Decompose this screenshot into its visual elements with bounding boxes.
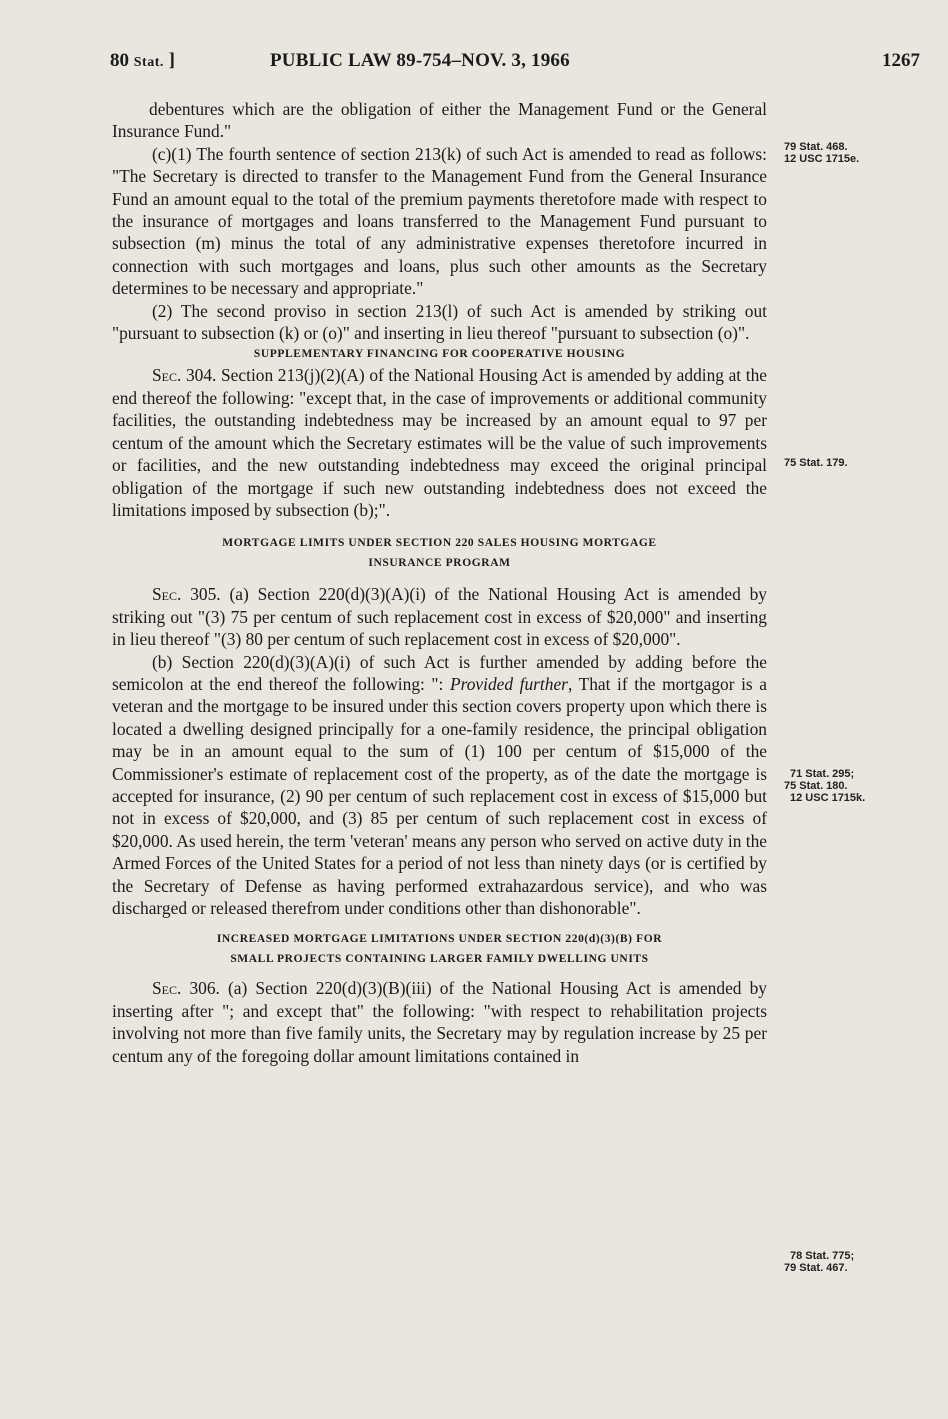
margin-note-2 [784, 457, 848, 469]
margin-note-4 [784, 1250, 854, 1274]
margin-note-3-line2: 75 Stat. 180. [784, 780, 848, 792]
page-header [110, 50, 920, 80]
section-heading-305 [112, 533, 767, 573]
sec-305b-text-a: (b) Section 220(d)(3)(A)(i) of such Act is further amended by adding before the semicolon at the end thereof the following: ": [112, 651, 767, 694]
paragraph-sec-306a [112, 977, 767, 1067]
page-number: 1267 [882, 50, 920, 71]
margin-note-4-line2: 79 Stat. 467. [784, 1262, 848, 1274]
paragraph-c2: (2) The second proviso in section 213(l) of such Act is amended by striking out "pursuant to subsection (k) or (o)" and inserting in lieu thereof "pursuant to subsection (o)". [112, 300, 767, 344]
heading-305-line1: MORTGAGE LIMITS UNDER SECTION 220 SALES HOUSING MORTGAGE [222, 537, 657, 550]
sec-305a-text: (a) Section 220(d)(3)(A)(i) of the National Housing Act is amended by striking out "(3) 75 per centum of such replacement cost in excess of $20,000" and inserting in lieu thereof "(3) 80 per centum of such replacement cost in excess of $20,000". [112, 584, 768, 650]
paragraph-continuation: debentures which are the obligation of either the Management Fund or the General Insurance Fund." [112, 99, 767, 142]
paragraph-sec-305a [112, 583, 767, 650]
sec-305b-italic: Provided further [449, 673, 568, 694]
statute-citation [110, 50, 175, 72]
margin-note-1-line2: 12 USC 1715e. [784, 153, 860, 165]
bracket: ] [168, 50, 175, 71]
section-label-305: Sec. 305. [152, 584, 221, 605]
margin-note-4-line1: 78 Stat. 775; [790, 1250, 855, 1262]
paragraph-sec-304 [112, 364, 767, 521]
margin-note-3-line1: 71 Stat. 295; [790, 768, 855, 780]
heading-306-line1: INCREASED MORTGAGE LIMITATIONS UNDER SECTION 220(d)(3)(B) FOR [216, 933, 663, 946]
paragraph-c1: (c)(1) The fourth sentence of section 213(k) of such Act is amended to read as follows: "The Secretary is directed to transfer to the Management Fund from the General Insurance Fund an amount equal to the total of the premium payments theretofore made with respect to the insurance of mortgages and loans transferred to the Management Fund pursuant to subsection (m) minus the total of any administrative expenses theretofore incurred in connection with such mortgages and loans, plus such other amounts as the Secretary determines to be necessary and appropriate." [112, 143, 767, 299]
running-title: PUBLIC LAW 89-754–NOV. 3, 1966 [270, 50, 570, 71]
stat-volume: 80 [110, 50, 129, 71]
sec-304-text: Section 213(j)(2)(A) of the National Housing Act is amended by adding at the end thereof the following: "except that, in the case of improvements or additional community facilities, the outstanding indebtedness may be increased by an amount equal to 97 per centum of the amount which the Secretary estimates will be the value of such improvements or facilities, and the new outstanding indebtedness may exceed the original principal obligation of the mortgage if such new outstanding indebtedness does not exceed the limitations imposed by subsection (b);". [112, 365, 767, 520]
section-heading-306 [112, 929, 767, 969]
heading-305-line2: INSURANCE PROGRAM [368, 557, 511, 570]
margin-note-1 [784, 141, 859, 165]
paragraph-sec-305b [112, 651, 767, 920]
margin-note-3 [784, 768, 865, 804]
section-label-304: Sec. 304. [152, 365, 217, 386]
stat-label: Stat. [133, 55, 164, 70]
margin-note-1-line1: 79 Stat. 468. [784, 141, 848, 153]
sec-306a-text: (a) Section 220(d)(3)(B)(iii) of the National Housing Act is amended by inserting after "; and except that" the following: "with respect to rehabilitation projects involving not more than five family units, the Secretary may by regulation increase by 25 per centum any of the foregoing dollar amount limitations contained in [112, 978, 767, 1066]
section-heading-304: SUPPLEMENTARY FINANCING FOR COOPERATIVE HOUSING [253, 348, 626, 361]
margin-note-2-line1: 75 Stat. 179. [784, 457, 848, 469]
margin-note-3-line3: 12 USC 1715k. [790, 792, 866, 804]
heading-306-line2: SMALL PROJECTS CONTAINING LARGER FAMILY DWELLING UNITS [230, 953, 649, 966]
main-text [112, 98, 767, 1067]
sec-305b-text-b: , That if the mortgagor is a veteran and the mortgage to be insured under this section covers property upon which there is located a dwelling designed principally for a one-family residence, the principal obligation may be in an amount equal to the sum of (1) 100 per centum of $15,000 of the Commissioner's estimate of replacement cost of the property, as of the date the mortgage is accepted for insurance, (2) 90 per centum of such replacement cost in excess of $15,000 but not in excess of $20,000, and (3) 85 per centum of such replacement cost in excess of $20,000. As used herein, the term 'veteran' means any person who served on active duty in the Armed Forces of the United States for a period of not less than ninety days (or is certified by the Secretary of Defense as having performed extrahazardous service), and who was discharged or released therefrom under conditions other than dishonorable". [112, 673, 767, 918]
section-label-306: Sec. 306. [152, 978, 220, 999]
